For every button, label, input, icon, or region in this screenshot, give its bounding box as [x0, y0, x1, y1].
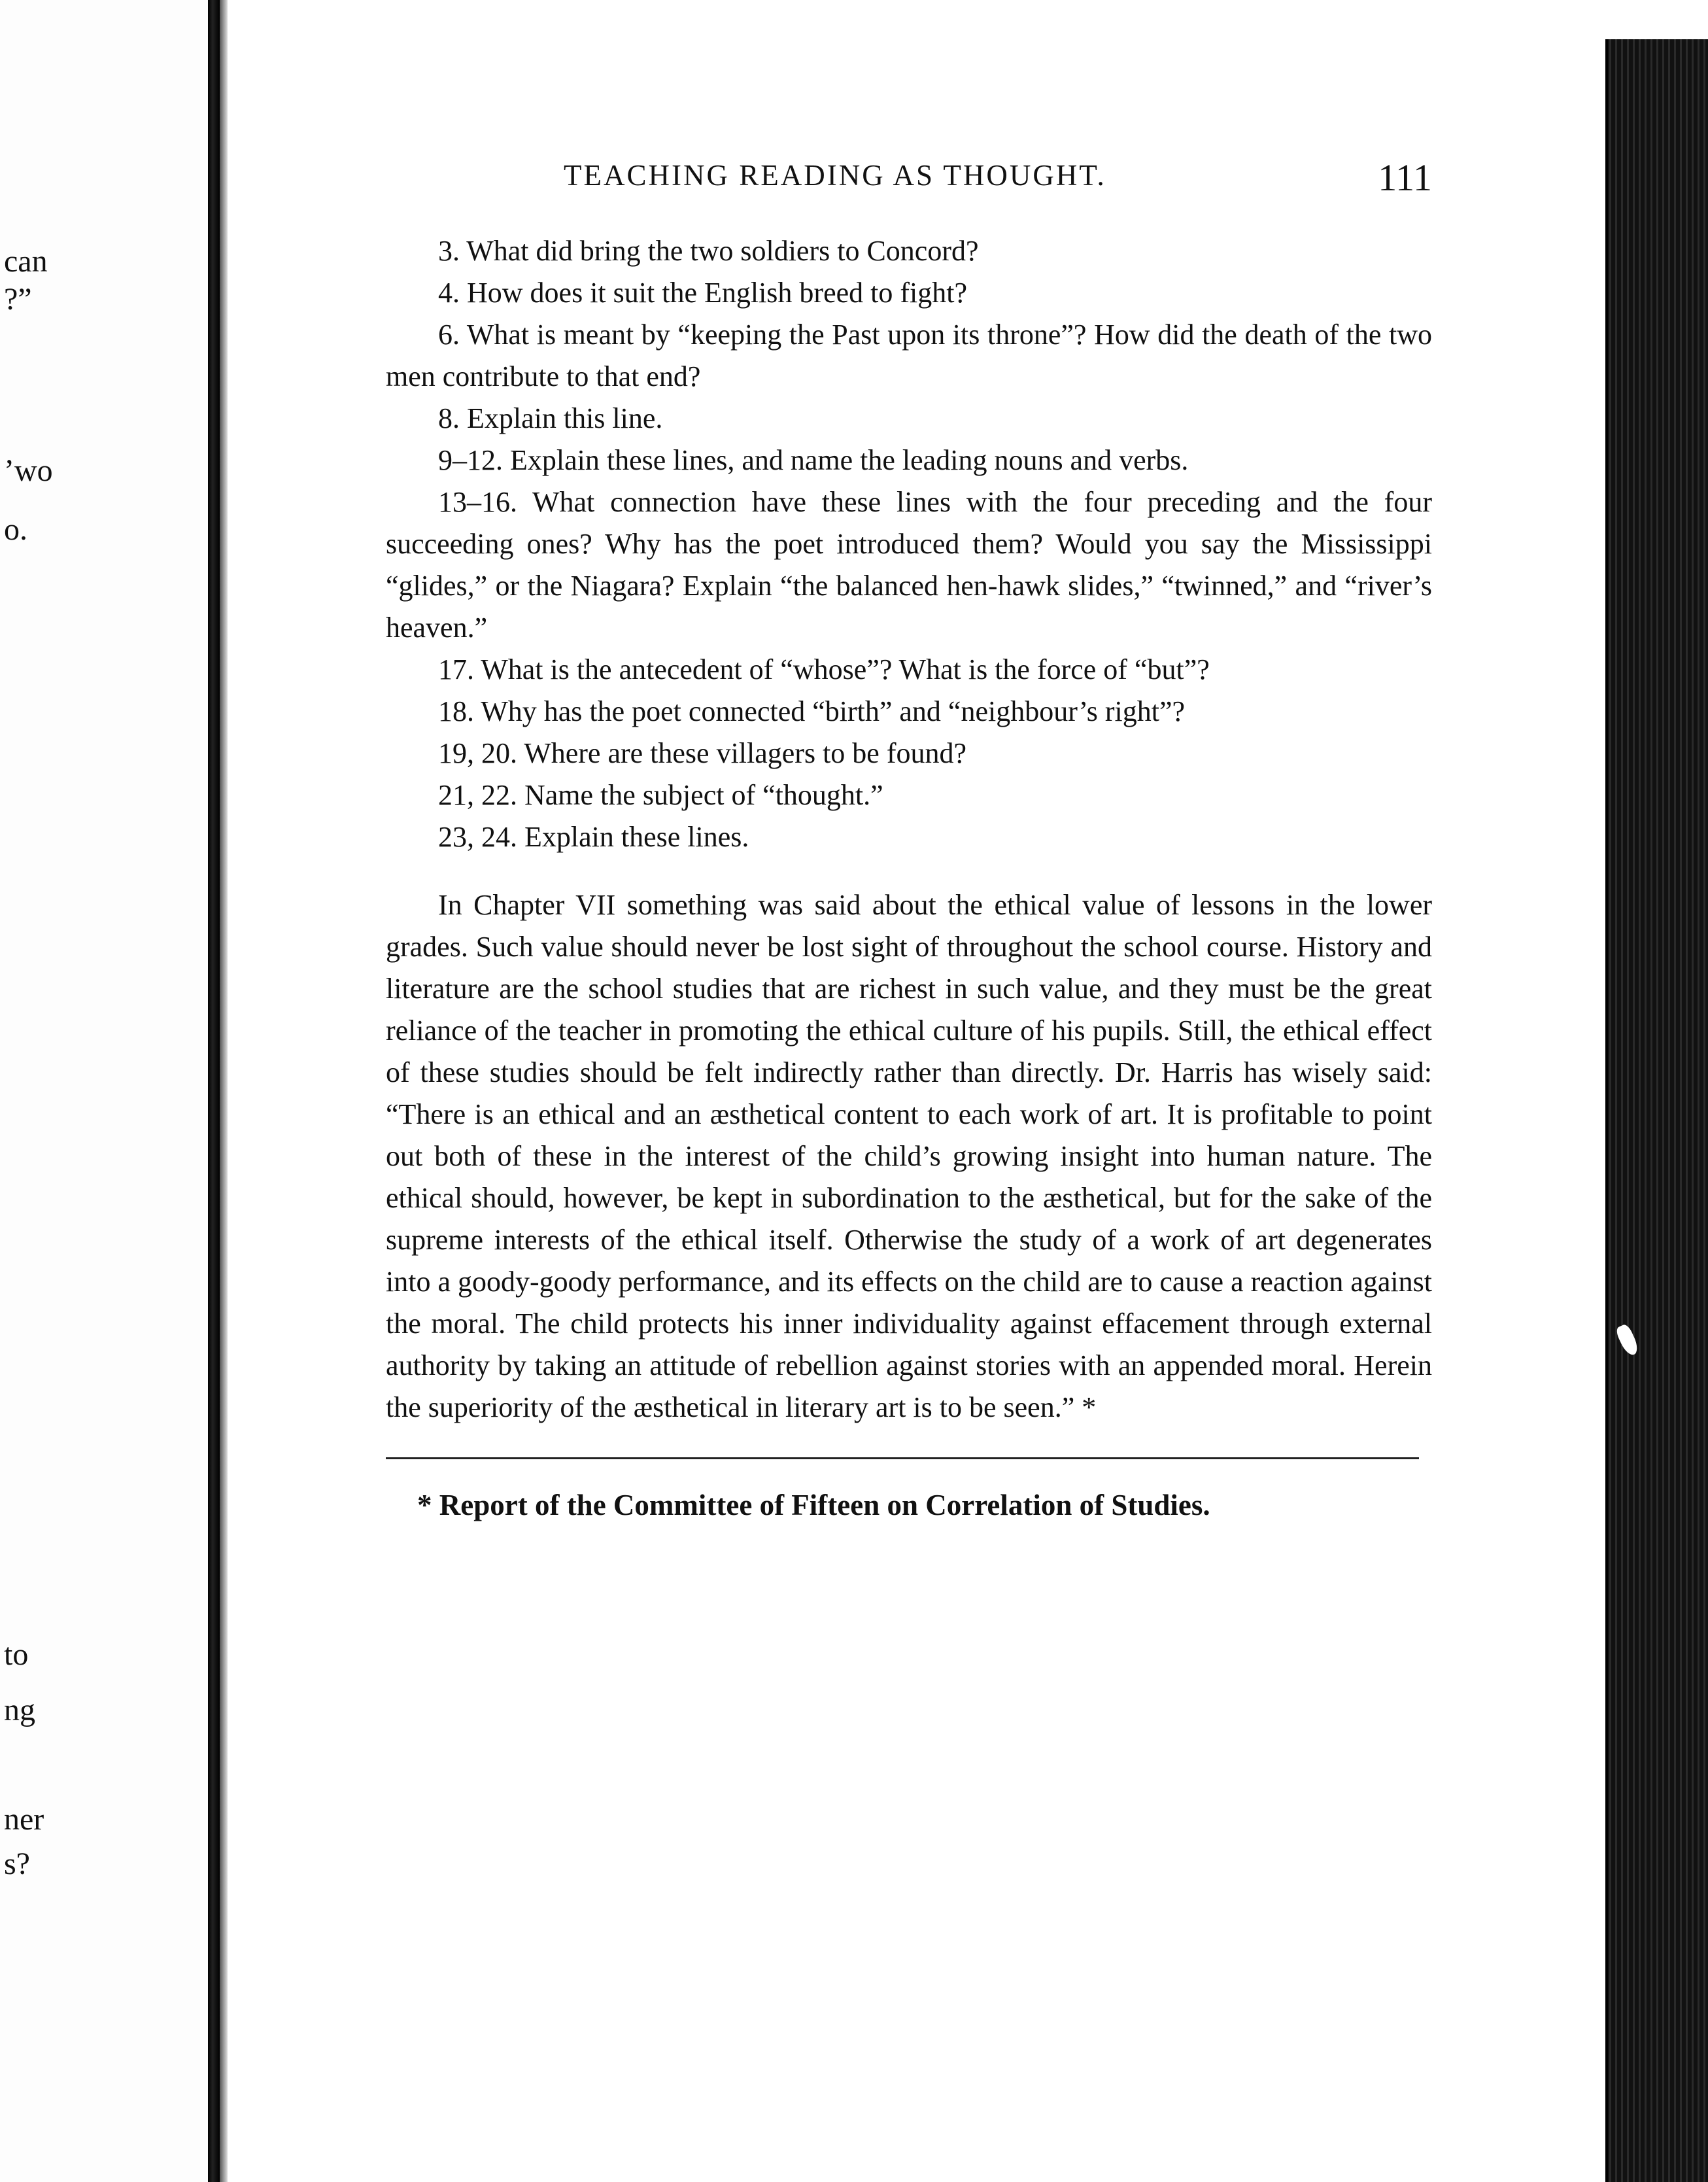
- footnote-rule: [386, 1457, 1419, 1459]
- question-item: 21, 22. Name the subject of “thought.”: [438, 779, 883, 811]
- running-header: [386, 152, 1432, 211]
- facing-page-fragment: o.: [4, 512, 27, 547]
- question-item: 6. What is meant by “keeping the Past upon its throne”? How did the death of the two men contribute to that end?: [386, 319, 1432, 392]
- facing-page-fragment: can: [4, 244, 48, 279]
- facing-page-text-fragments: [0, 0, 78, 2182]
- page-stack-edge-line: [1605, 39, 1608, 2182]
- page-number: 111: [1378, 156, 1432, 199]
- question-item: 3. What did bring the two soldiers to Concord?: [438, 235, 979, 267]
- question-item: 23, 24. Explain these lines.: [438, 821, 749, 853]
- question-item: 13–16. What connection have these lines with the four preceding and the four succeeding ones? Why has the poet introduced them? Would you say the Mississippi “glides,” or the Niagara? Explain “the balanced hen-hawk slides,” “twinned,” and “river’s heaven.”: [386, 486, 1432, 644]
- body-paragraph: In Chapter VII something was said about the ethical value of lessons in the lower grades. Such value should never be lost sight of throughout the school course. History and literature are the school studies that are richest in such value, and they must be the great reliance of the teacher in promoting the ethical culture of his pupils. Still, the ethical effect of these studies should be felt indirectly rather than directly. Dr. Harris has wisely said: “There is an ethical and an æsthetical content to each work of art. It is profitable to point out both of these in the interest of the child’s growing insight into human nature. The ethical should, however, be kept in subordination to the æsthetical, but for the sake of the supreme interests of the ethical itself. Otherwise the study of a work of art degenerates into a goody-goody performance, and its effects on the child are to cause a reaction against the moral. The child protects his inner individuality against effacement through external authority by taking an attitude of rebellion against stories with an appended moral. Herein the superiority of the æsthetical in literary art is to be seen.” *: [386, 889, 1432, 1423]
- question-item: 9–12. Explain these lines, and name the leading nouns and verbs.: [438, 444, 1189, 476]
- question-list: [386, 230, 1432, 858]
- facing-page-fragment: ?”: [4, 282, 32, 317]
- footnote: * Report of the Committee of Fifteen on Correlation of Studies.: [417, 1489, 1210, 1521]
- page-stack-edge: [1605, 39, 1708, 2182]
- book-gutter-shadow: [220, 0, 228, 2182]
- book-page: [386, 152, 1432, 1525]
- question-item: 4. How does it suit the English breed to fight?: [438, 277, 967, 309]
- facing-page-fragment: ner: [4, 1802, 44, 1837]
- question-item: 18. Why has the poet connected “birth” and “neighbour’s right”?: [438, 695, 1186, 727]
- facing-page-fragment: ’wo: [4, 453, 53, 488]
- facing-page-fragment: to: [4, 1637, 29, 1672]
- facing-page-fragment: ng: [4, 1693, 35, 1727]
- running-title: TEACHING READING AS THOUGHT.: [564, 159, 1106, 192]
- book-gutter: [208, 0, 220, 2182]
- question-item: 19, 20. Where are these villagers to be found?: [438, 737, 967, 769]
- facing-page-fragment: s?: [4, 1846, 30, 1881]
- question-item: 17. What is the antecedent of “whose”? What is the force of “but”?: [438, 653, 1210, 685]
- question-item: 8. Explain this line.: [438, 402, 663, 434]
- facing-page: [0, 0, 216, 2182]
